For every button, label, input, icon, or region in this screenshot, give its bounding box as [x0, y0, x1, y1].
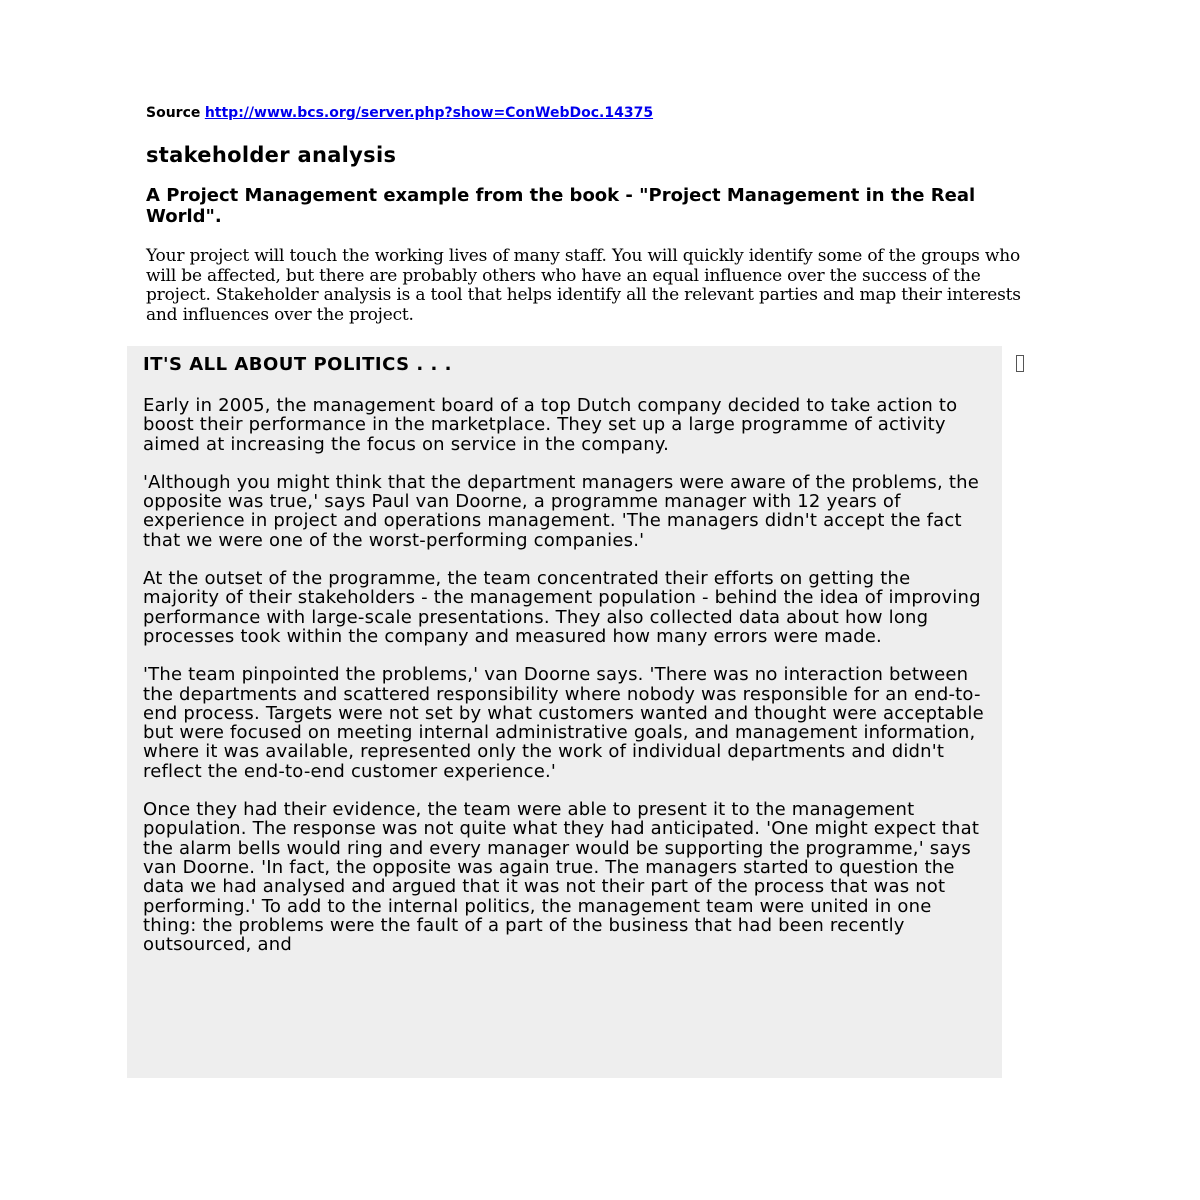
boxout-paragraph: 'Although you might think that the department managers were aware of the problems, the opposite was true,' says Paul van Doorne, a programme manager with 12 years of experience in project and operations management. 'The managers didn't accept the fact that we were one of the worst-performing companies.' [143, 471, 979, 551]
source-line [146, 104, 653, 122]
boxout-paragraph: Once they had their evidence, the team were able to present it to the management population. The response was not quite what they had anticipated. 'One might expect that the alarm bells would ring and every manager would be supporting the programme,' says van Doorne. 'In fact, the opposite was again true. The managers started to question the data we had analysed and argued that it was not their part of the process that was not performing.' To add to the internal politics, the management team were united in one thing: the problems were the fault of a part of the business that had been recently outsourced, and [143, 799, 980, 956]
boxout-paragraph: 'The team pinpointed the problems,' van Doorne says. 'There was no interaction between the departments and scattered responsibility where nobody was responsible for an end-to-end process. Targets were not set by what customers wanted and thought were acceptable but were focused on meeting internal administrative goals, and management information, where it was available, represented only the work of individual departments and didn't reflect the end-to-end customer experience.' [143, 664, 984, 782]
source-link[interactable]: http://www.bcs.org/server.php?show=ConWebDoc.14375 [204, 105, 654, 121]
source-label: Source [146, 105, 201, 121]
boxout-paragraph: Early in 2005, the management board of a top Dutch company decided to take action to boost their performance in the marketplace. They set up a large programme of activity aimed at increasing the focus on service in the company. [143, 395, 958, 455]
page-subtitle: A Project Management example from the book - "Project Management in the Real World". [146, 185, 976, 227]
boxout-heading: IT'S ALL ABOUT POLITICS . . . [143, 354, 452, 375]
intro-paragraph: Your project will touch the working lives of many staff. You will quickly identify some of the groups who will be affected, but there are probably others who have an equal influence over the success of the project. Stakeholder analysis is a tool that helps identify all the relevant parties and map their interests and influences over the project. [146, 246, 1021, 325]
case-study-boxout [127, 346, 1002, 1078]
page-title: stakeholder analysis [146, 143, 397, 167]
boxout-paragraph: At the outset of the programme, the team concentrated their efforts on getting the majority of their stakeholders - the management population - behind the idea of improving performance with large-scale presentations. They also collected data about how long processes took within the company and measured how many errors were made. [143, 568, 981, 647]
missing-glyph-icon [1016, 355, 1024, 372]
